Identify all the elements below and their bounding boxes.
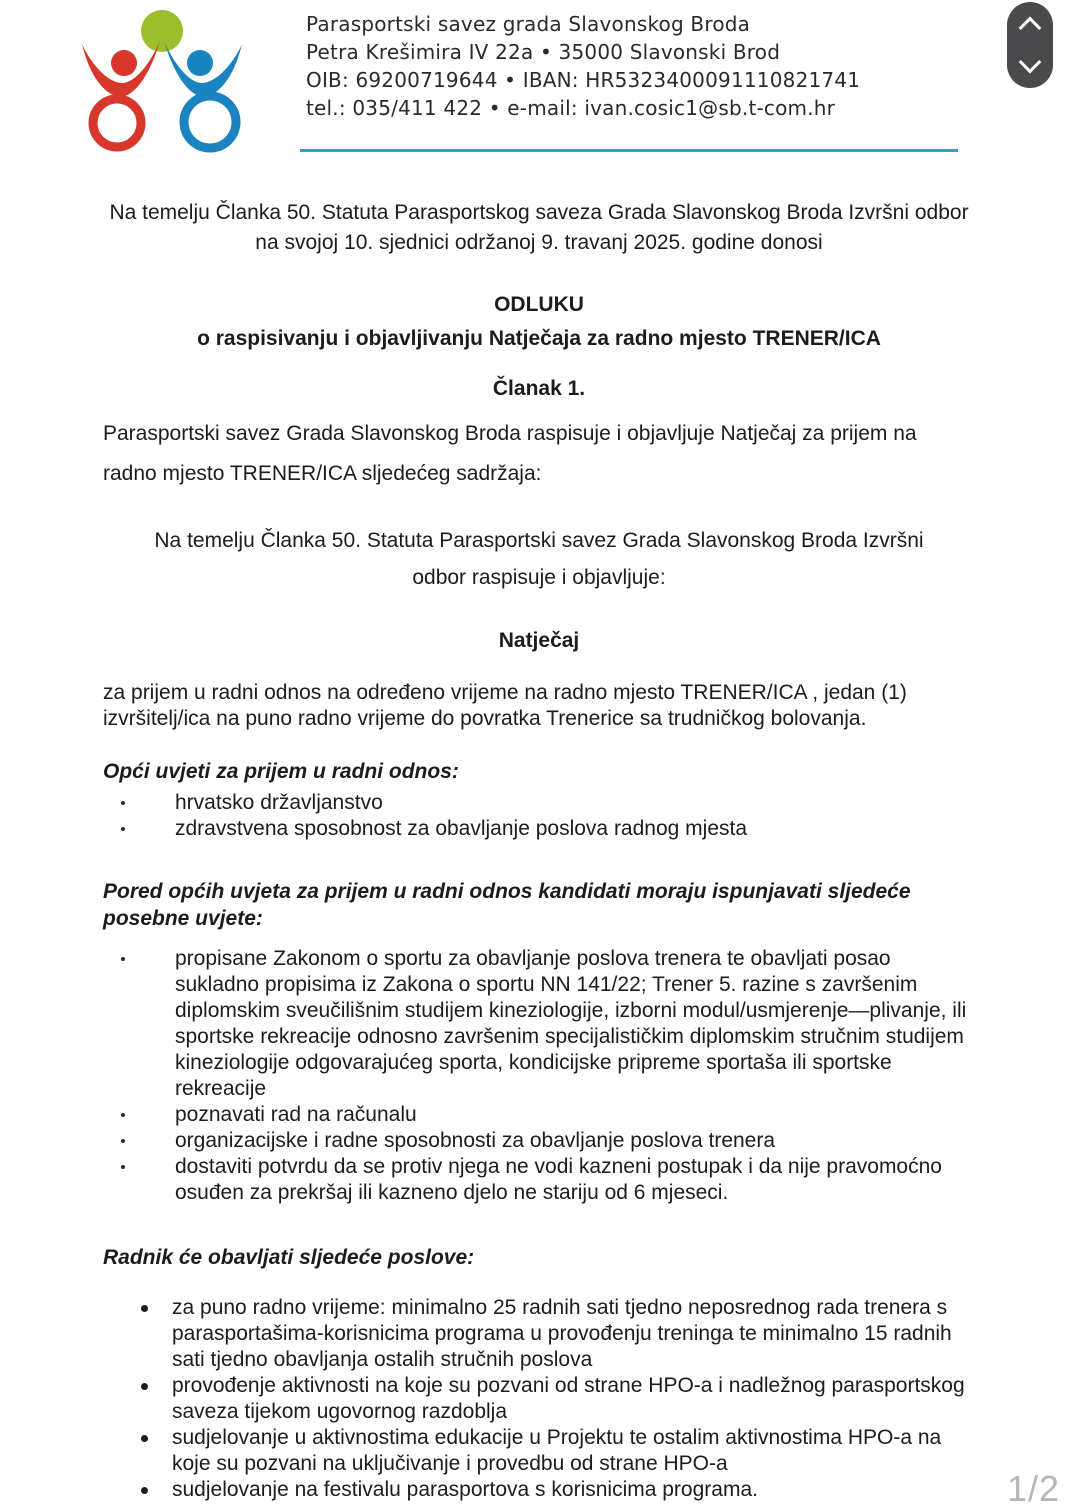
scroll-up-button[interactable] bbox=[1007, 7, 1053, 43]
general-conditions-list bbox=[103, 790, 975, 842]
scroll-controls[interactable] bbox=[1007, 2, 1053, 88]
list-item: zdravstvena sposobnost za obavljanje poslova radnog mjesta bbox=[103, 816, 975, 842]
page-indicator: 1/2 bbox=[1006, 1468, 1060, 1509]
parasport-logo-icon bbox=[62, 4, 262, 159]
chevron-down-icon bbox=[1019, 51, 1042, 74]
document-content bbox=[0, 198, 1080, 1503]
duties-list bbox=[103, 1295, 975, 1503]
org-contact: tel.: 035/411 422 • e-mail: ivan.cosic1@sb.t-com.hr bbox=[306, 96, 836, 120]
list-item: propisane Zakonom o sportu za obavljanje poslova trenera te obavljati posao sukladno propisima iz Zakona o sportu NN 141/22; Trener 5. razine s završenim diplomskim sveučilišnim studijem kineziologije, izborni modul/usmjerenje—plivanje, ili sportske rekreacije odnosno završenim specijalističkim diplomskim stručnim studijem kineziologije odgovarajućeg sporta, kondicijske pripreme sportaša ili sportske rekreacije bbox=[103, 946, 975, 1102]
list-item: sudjelovanje u aktivnostima edukacije u Projektu te ostalim aktivnostima HPO-a na koje su pozvani na uključivanje i provedbu od strane HPO-a bbox=[103, 1425, 975, 1477]
org-address: Petra Krešimira IV 22a • 35000 Slavonski Brod bbox=[306, 40, 781, 64]
letterhead-header bbox=[0, 0, 1080, 148]
chevron-up-icon bbox=[1019, 16, 1042, 39]
preamble-line-2: odbor raspisuje i objavljuje: bbox=[412, 566, 666, 589]
list-item: hrvatsko državljanstvo bbox=[103, 790, 975, 816]
org-oib-iban: OIB: 69200719644 • IBAN: HR5323400091110821741 bbox=[306, 68, 861, 92]
scroll-down-button[interactable] bbox=[1007, 47, 1053, 83]
list-item: provođenje aktivnosti na koje su pozvani od strane HPO-a i nadležnog parasportskog saveza tijekom ugovornog razdoblja bbox=[103, 1373, 975, 1425]
natjecaj-title: Natječaj bbox=[498, 629, 580, 652]
letterhead-divider bbox=[300, 149, 958, 152]
preamble bbox=[103, 522, 975, 596]
org-name: Parasportski savez grada Slavonskog Broda bbox=[306, 12, 751, 36]
letterhead-text bbox=[306, 10, 860, 122]
special-conditions-heading: Pored općih uvjeta za prijem u radni odnos kandidati moraju ispunjavati sljedeće posebne uvjete: bbox=[103, 880, 911, 930]
list-item: za puno radno vrijeme: minimalno 25 radnih sati tjedno neposrednog rada trenera s parasportašima-korisnicima programa u provođenju treninga te minimalno 15 radnih sati tjedno obavljanja ostalih stručnih poslova bbox=[103, 1295, 975, 1373]
natjecaj-paragraph: za prijem u radni odnos na određeno vrijeme na radno mjesto TRENER/ICA , jedan (1) izvršitelj/ica na puno radno vrijeme do povratka Trenerice sa trudničkog bolovanja. bbox=[103, 681, 907, 730]
list-item: organizacijske i radne sposobnosti za obavljanje poslova trenera bbox=[103, 1128, 975, 1154]
article-paragraph: Parasportski savez Grada Slavonskog Broda raspisuje i objavljuje Natječaj za prijem na radno mjesto TRENER/ICA sljedećeg sadržaja: bbox=[103, 422, 917, 485]
list-item: dostaviti potvrdu da se protiv njega ne vodi kazneni postupak i da nije pravomoćno osuđen za prekršaj ili kazneno djelo ne stariju od 6 mjeseci. bbox=[103, 1154, 975, 1206]
article-heading: Članak 1. bbox=[492, 377, 586, 400]
intro-paragraph: Na temelju Članka 50. Statuta Parasportskog saveza Grada Slavonskog Broda Izvršni odbor na svojoj 10. sjednici održanoj 9. travanj 2025. godine donosi bbox=[109, 201, 969, 254]
list-item: poznavati rad na računalu bbox=[103, 1102, 975, 1128]
preamble-line-1: Na temelju Članka 50. Statuta Parasportski savez Grada Slavonskog Broda Izvršni bbox=[154, 529, 924, 552]
decision-title: ODLUKU bbox=[494, 293, 584, 316]
decision-subtitle: o raspisivanju i objavljivanju Natječaja za radno mjesto TRENER/ICA bbox=[197, 327, 881, 350]
duties-heading: Radnik će obavljati sljedeće poslove: bbox=[103, 1246, 475, 1269]
general-conditions-heading: Opći uvjeti za prijem u radni odnos: bbox=[103, 760, 459, 783]
list-item: sudjelovanje na festivalu parasportova s korisnicima programa. bbox=[103, 1477, 975, 1503]
special-conditions-list bbox=[103, 946, 975, 1206]
logo-ball bbox=[141, 10, 183, 52]
